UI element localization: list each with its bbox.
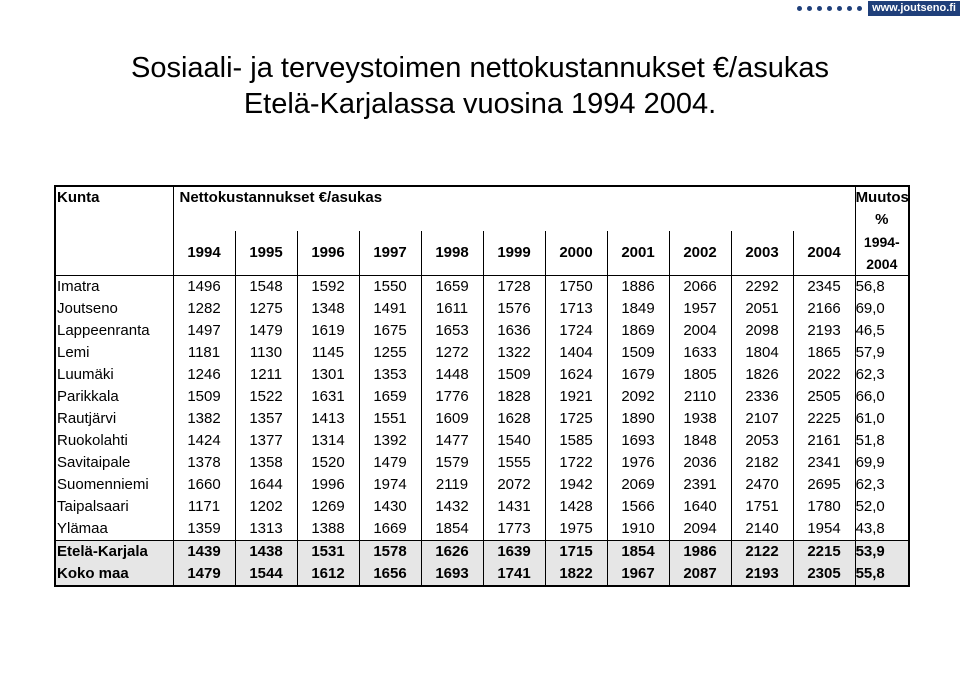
cost-value: 1359 bbox=[173, 518, 235, 541]
dot-icon bbox=[827, 6, 832, 11]
table-row bbox=[55, 298, 909, 320]
cost-value: 1773 bbox=[483, 518, 545, 541]
change-percent: 55,8 bbox=[855, 563, 909, 586]
cost-value: 1724 bbox=[545, 320, 607, 342]
cost-value: 1854 bbox=[421, 518, 483, 541]
cost-value: 1640 bbox=[669, 496, 731, 518]
cost-value: 2193 bbox=[793, 320, 855, 342]
cost-value: 1424 bbox=[173, 430, 235, 452]
cost-value: 1865 bbox=[793, 342, 855, 364]
cost-value: 1804 bbox=[731, 342, 793, 364]
cost-value: 1555 bbox=[483, 452, 545, 474]
cost-value: 2053 bbox=[731, 430, 793, 452]
page-title bbox=[0, 50, 960, 122]
cost-value: 1509 bbox=[607, 342, 669, 364]
cost-value: 1780 bbox=[793, 496, 855, 518]
year-header: 2000 bbox=[545, 231, 607, 276]
cost-value: 1828 bbox=[483, 386, 545, 408]
cost-value: 1869 bbox=[607, 320, 669, 342]
municipality-name: Luumäki bbox=[57, 366, 114, 383]
title-line-1: Sosiaali- ja terveystoimen nettokustannukset €/asukas bbox=[131, 52, 829, 84]
cost-value: 2066 bbox=[669, 276, 731, 299]
year-header: 1998 bbox=[421, 231, 483, 276]
cost-value: 1255 bbox=[359, 342, 421, 364]
header-group: Nettokustannukset €/asukas bbox=[173, 186, 855, 209]
cost-value: 1520 bbox=[297, 452, 359, 474]
cost-value: 1404 bbox=[545, 342, 607, 364]
cost-table bbox=[54, 185, 910, 587]
cost-value: 1679 bbox=[607, 364, 669, 386]
header-muutos: Muutos bbox=[855, 186, 909, 209]
cost-value: 1631 bbox=[297, 386, 359, 408]
cost-value: 1509 bbox=[173, 386, 235, 408]
cost-value: 1145 bbox=[297, 342, 359, 364]
municipality-name: Taipalsaari bbox=[57, 498, 129, 515]
cost-value: 1822 bbox=[545, 563, 607, 586]
cost-value: 1477 bbox=[421, 430, 483, 452]
cost-value: 2215 bbox=[793, 541, 855, 564]
cost-value: 1377 bbox=[235, 430, 297, 452]
cost-value: 1693 bbox=[421, 563, 483, 586]
table-row bbox=[55, 496, 909, 518]
cost-value: 1413 bbox=[297, 408, 359, 430]
cost-value: 1826 bbox=[731, 364, 793, 386]
table-row bbox=[55, 276, 909, 299]
cost-value: 1675 bbox=[359, 320, 421, 342]
cost-value: 2391 bbox=[669, 474, 731, 496]
top-banner bbox=[797, 0, 960, 16]
cost-value: 1854 bbox=[607, 541, 669, 564]
dot-icon bbox=[847, 6, 852, 11]
cost-value: 1428 bbox=[545, 496, 607, 518]
cost-value: 1496 bbox=[173, 276, 235, 299]
cost-value: 2505 bbox=[793, 386, 855, 408]
change-percent: 66,0 bbox=[855, 386, 909, 408]
cost-value: 1612 bbox=[297, 563, 359, 586]
cost-value: 1479 bbox=[173, 563, 235, 586]
cost-value: 2225 bbox=[793, 408, 855, 430]
cost-value: 1540 bbox=[483, 430, 545, 452]
cost-value: 1171 bbox=[173, 496, 235, 518]
year-header: 2001 bbox=[607, 231, 669, 276]
cost-value: 1439 bbox=[173, 541, 235, 564]
cost-value: 1890 bbox=[607, 408, 669, 430]
cost-value: 1576 bbox=[483, 298, 545, 320]
municipality-name: Lemi bbox=[57, 344, 90, 361]
cost-value: 1357 bbox=[235, 408, 297, 430]
cost-value: 1585 bbox=[545, 430, 607, 452]
change-percent: 69,0 bbox=[855, 298, 909, 320]
cost-value: 1942 bbox=[545, 474, 607, 496]
change-percent: 43,8 bbox=[855, 518, 909, 541]
cost-value: 1388 bbox=[297, 518, 359, 541]
dot-icon bbox=[797, 6, 802, 11]
cost-value: 1741 bbox=[483, 563, 545, 586]
cost-value: 2022 bbox=[793, 364, 855, 386]
year-header: 1999 bbox=[483, 231, 545, 276]
cost-value: 1348 bbox=[297, 298, 359, 320]
cost-value: 1551 bbox=[359, 408, 421, 430]
cost-value: 1479 bbox=[235, 320, 297, 342]
table-row bbox=[55, 474, 909, 496]
cost-value: 1725 bbox=[545, 408, 607, 430]
cost-value: 2036 bbox=[669, 452, 731, 474]
change-percent: 46,5 bbox=[855, 320, 909, 342]
cost-value: 1130 bbox=[235, 342, 297, 364]
municipality-name: Rautjärvi bbox=[57, 410, 117, 427]
cost-value: 1430 bbox=[359, 496, 421, 518]
cost-value: 1886 bbox=[607, 276, 669, 299]
cost-value: 1246 bbox=[173, 364, 235, 386]
cost-value: 1954 bbox=[793, 518, 855, 541]
cost-value: 1728 bbox=[483, 276, 545, 299]
cost-value: 1975 bbox=[545, 518, 607, 541]
municipality-name: Parikkala bbox=[57, 388, 119, 405]
cost-value: 1313 bbox=[235, 518, 297, 541]
cost-value: 1693 bbox=[607, 430, 669, 452]
cost-value: 2292 bbox=[731, 276, 793, 299]
cost-value: 2094 bbox=[669, 518, 731, 541]
table-row bbox=[55, 320, 909, 342]
cost-value: 2051 bbox=[731, 298, 793, 320]
cost-value: 1269 bbox=[297, 496, 359, 518]
cost-value: 2110 bbox=[669, 386, 731, 408]
change-percent: 51,8 bbox=[855, 430, 909, 452]
change-percent: 53,9 bbox=[855, 541, 909, 564]
cost-value: 1211 bbox=[235, 364, 297, 386]
cost-value: 1272 bbox=[421, 342, 483, 364]
cost-value: 1181 bbox=[173, 342, 235, 364]
cost-value: 1751 bbox=[731, 496, 793, 518]
cost-value: 1938 bbox=[669, 408, 731, 430]
cost-value: 1382 bbox=[173, 408, 235, 430]
cost-value: 1392 bbox=[359, 430, 421, 452]
header-range: 1994-2004 bbox=[855, 231, 909, 276]
cost-value: 1849 bbox=[607, 298, 669, 320]
cost-value: 2119 bbox=[421, 474, 483, 496]
cost-value: 1967 bbox=[607, 563, 669, 586]
cost-value: 1566 bbox=[607, 496, 669, 518]
title-line-2: Etelä-Karjalassa vuosina 1994 2004. bbox=[243, 88, 717, 120]
cost-value: 1996 bbox=[297, 474, 359, 496]
cost-value: 1669 bbox=[359, 518, 421, 541]
cost-value: 2161 bbox=[793, 430, 855, 452]
cost-value: 2122 bbox=[731, 541, 793, 564]
cost-value: 1531 bbox=[297, 541, 359, 564]
year-header: 1997 bbox=[359, 231, 421, 276]
table-row bbox=[55, 342, 909, 364]
table-row bbox=[55, 364, 909, 386]
cost-value: 1431 bbox=[483, 496, 545, 518]
cost-value: 1378 bbox=[173, 452, 235, 474]
table-row bbox=[55, 408, 909, 430]
dot-icon bbox=[857, 6, 862, 11]
cost-value: 1910 bbox=[607, 518, 669, 541]
cost-value: 1653 bbox=[421, 320, 483, 342]
cost-value: 1550 bbox=[359, 276, 421, 299]
cost-value: 2695 bbox=[793, 474, 855, 496]
year-header: 1994 bbox=[173, 231, 235, 276]
cost-value: 1619 bbox=[297, 320, 359, 342]
cost-value: 1848 bbox=[669, 430, 731, 452]
change-percent: 52,0 bbox=[855, 496, 909, 518]
header-kunta: Kunta bbox=[57, 189, 100, 206]
cost-value: 1713 bbox=[545, 298, 607, 320]
cost-value: 1715 bbox=[545, 541, 607, 564]
cost-value: 2305 bbox=[793, 563, 855, 586]
cost-value: 1636 bbox=[483, 320, 545, 342]
cost-value: 1592 bbox=[297, 276, 359, 299]
cost-value: 1957 bbox=[669, 298, 731, 320]
cost-value: 2140 bbox=[731, 518, 793, 541]
cost-value: 1544 bbox=[235, 563, 297, 586]
municipality-name: Ylämaa bbox=[57, 520, 108, 537]
cost-value: 2193 bbox=[731, 563, 793, 586]
table-row bbox=[55, 452, 909, 474]
table-row bbox=[55, 563, 909, 586]
municipality-name: Joutseno bbox=[57, 300, 118, 317]
cost-value: 2072 bbox=[483, 474, 545, 496]
year-header: 1995 bbox=[235, 231, 297, 276]
cost-value: 1497 bbox=[173, 320, 235, 342]
cost-value: 1750 bbox=[545, 276, 607, 299]
municipality-name: Suomenniemi bbox=[57, 476, 149, 493]
cost-value: 1578 bbox=[359, 541, 421, 564]
change-percent: 57,9 bbox=[855, 342, 909, 364]
cost-value: 1974 bbox=[359, 474, 421, 496]
cost-value: 1626 bbox=[421, 541, 483, 564]
cost-value: 1639 bbox=[483, 541, 545, 564]
year-header: 1996 bbox=[297, 231, 359, 276]
cost-value: 1659 bbox=[359, 386, 421, 408]
cost-value: 1358 bbox=[235, 452, 297, 474]
cost-value: 1609 bbox=[421, 408, 483, 430]
cost-value: 1611 bbox=[421, 298, 483, 320]
cost-value: 2004 bbox=[669, 320, 731, 342]
cost-value: 2087 bbox=[669, 563, 731, 586]
cost-value: 1438 bbox=[235, 541, 297, 564]
cost-value: 1479 bbox=[359, 452, 421, 474]
cost-value: 1656 bbox=[359, 563, 421, 586]
cost-value: 1432 bbox=[421, 496, 483, 518]
cost-value: 1659 bbox=[421, 276, 483, 299]
cost-value: 1579 bbox=[421, 452, 483, 474]
cost-value: 1353 bbox=[359, 364, 421, 386]
year-header-row bbox=[55, 231, 909, 276]
decorative-dots bbox=[797, 6, 862, 11]
cost-value: 1624 bbox=[545, 364, 607, 386]
cost-value: 1275 bbox=[235, 298, 297, 320]
cost-value: 1301 bbox=[297, 364, 359, 386]
table-row bbox=[55, 518, 909, 541]
municipality-name: Koko maa bbox=[55, 563, 173, 586]
cost-value: 1644 bbox=[235, 474, 297, 496]
cost-value: 1282 bbox=[173, 298, 235, 320]
cost-value: 2182 bbox=[731, 452, 793, 474]
change-percent: 62,3 bbox=[855, 364, 909, 386]
cost-value: 1522 bbox=[235, 386, 297, 408]
site-url[interactable]: www.joutseno.fi bbox=[868, 1, 960, 16]
cost-value: 2470 bbox=[731, 474, 793, 496]
cost-value: 1448 bbox=[421, 364, 483, 386]
cost-value: 1202 bbox=[235, 496, 297, 518]
change-percent: 56,8 bbox=[855, 276, 909, 299]
municipality-name: Imatra bbox=[57, 278, 100, 295]
cost-value: 1976 bbox=[607, 452, 669, 474]
cost-value: 2336 bbox=[731, 386, 793, 408]
municipality-name: Savitaipale bbox=[57, 454, 131, 471]
header-row-2 bbox=[55, 209, 909, 231]
municipality-name: Etelä-Karjala bbox=[55, 541, 173, 564]
change-percent: 62,3 bbox=[855, 474, 909, 496]
year-header: 2004 bbox=[793, 231, 855, 276]
cost-value: 2166 bbox=[793, 298, 855, 320]
cost-value: 1921 bbox=[545, 386, 607, 408]
change-percent: 69,9 bbox=[855, 452, 909, 474]
cost-value: 1548 bbox=[235, 276, 297, 299]
year-header: 2003 bbox=[731, 231, 793, 276]
table-row bbox=[55, 386, 909, 408]
cost-value: 1986 bbox=[669, 541, 731, 564]
cost-value: 2098 bbox=[731, 320, 793, 342]
dot-icon bbox=[807, 6, 812, 11]
cost-value: 2341 bbox=[793, 452, 855, 474]
year-header: 2002 bbox=[669, 231, 731, 276]
header-row bbox=[55, 186, 909, 209]
cost-value: 2107 bbox=[731, 408, 793, 430]
change-percent: 61,0 bbox=[855, 408, 909, 430]
table-row bbox=[55, 541, 909, 564]
dot-icon bbox=[837, 6, 842, 11]
cost-value: 1776 bbox=[421, 386, 483, 408]
cost-value: 1509 bbox=[483, 364, 545, 386]
cost-value: 1322 bbox=[483, 342, 545, 364]
dot-icon bbox=[817, 6, 822, 11]
municipality-name: Ruokolahti bbox=[57, 432, 128, 449]
cost-value: 1722 bbox=[545, 452, 607, 474]
cost-value: 1628 bbox=[483, 408, 545, 430]
cost-value: 2345 bbox=[793, 276, 855, 299]
cost-value: 1314 bbox=[297, 430, 359, 452]
cost-value: 1633 bbox=[669, 342, 731, 364]
cost-value: 1660 bbox=[173, 474, 235, 496]
cost-value: 1491 bbox=[359, 298, 421, 320]
cost-value: 2092 bbox=[607, 386, 669, 408]
cost-value: 2069 bbox=[607, 474, 669, 496]
municipality-name: Lappeenranta bbox=[57, 322, 150, 339]
cost-value: 1805 bbox=[669, 364, 731, 386]
header-percent: % bbox=[855, 209, 909, 231]
table-row bbox=[55, 430, 909, 452]
